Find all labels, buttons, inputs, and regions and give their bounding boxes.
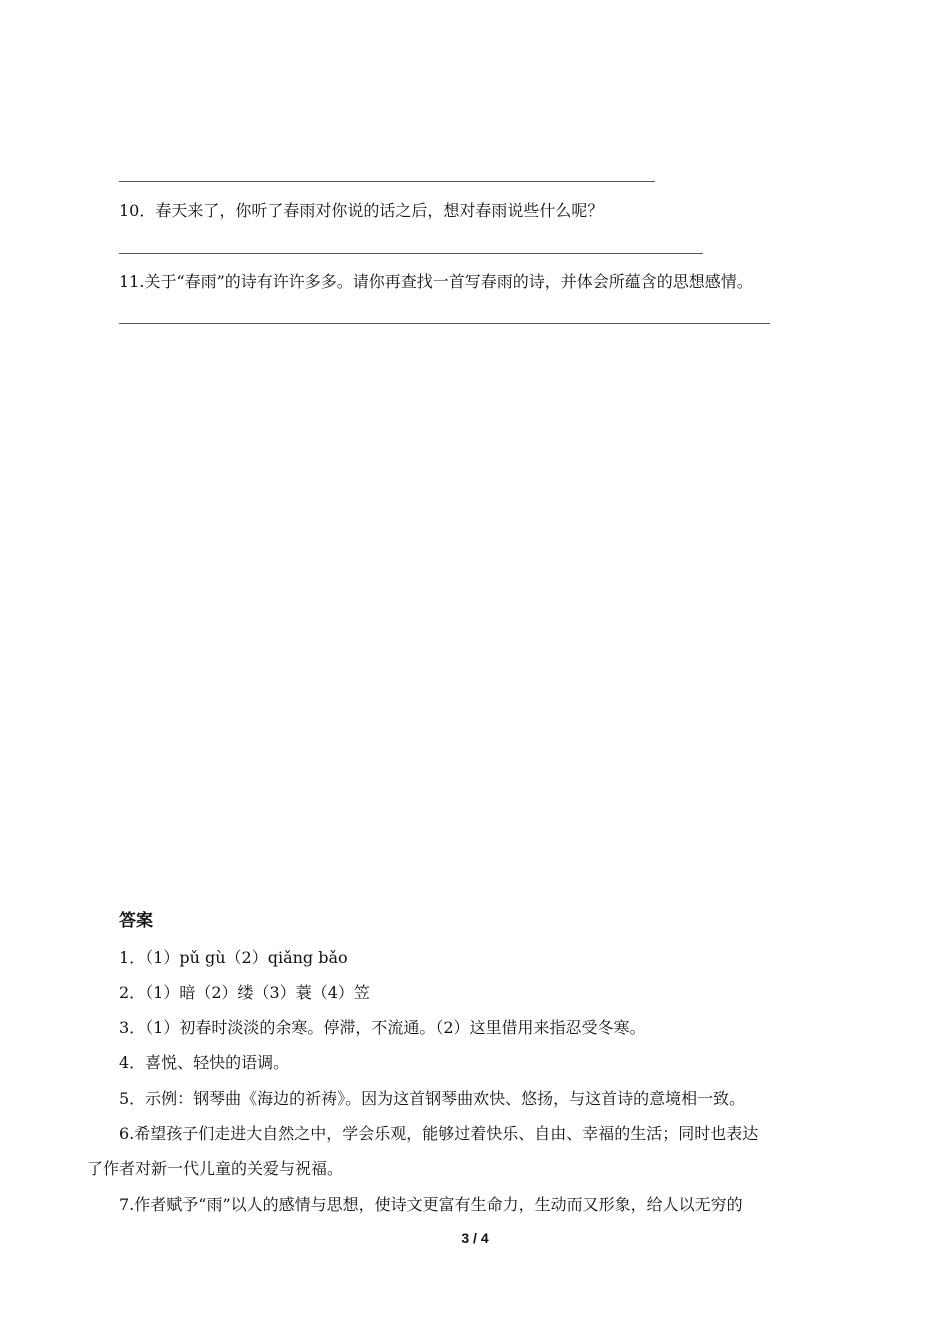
answer-item-6-continued: 了作者对新一代儿童的关爱与祝福。 (87, 1159, 344, 1178)
answer-item-1: 1．（1）pǔ gù（2）qiǎng bǎo (119, 948, 348, 967)
answer-item-2: 2．（1）暗（2）缕（3）蓑（4）笠 (119, 983, 370, 1002)
page-number: 3 / 4 (461, 1230, 489, 1246)
answers-heading: 答案 (119, 911, 153, 931)
answer-item-4: 4．喜悦、轻快的语调。 (119, 1053, 290, 1072)
answer-item-7: 7.作者赋予“雨”以人的感情与思想，使诗文更富有生命力，生动而又形象，给人以无穷的 (119, 1195, 743, 1214)
answer-blank-line (119, 253, 703, 254)
answer-item-3: 3．（1）初春时淡淡的余寒。停滞，不流通。（2）这里借用来指忍受冬寒。 (119, 1018, 646, 1037)
answer-item-6: 6.希望孩子们走进大自然之中，学会乐观，能够过着快乐、自由、幸福的生活；同时也表达 (119, 1124, 759, 1143)
answer-item-5: 5．示例：钢琴曲《海边的祈祷》。因为这首钢琴曲欢快、悠扬，与这首诗的意境相一致。 (119, 1089, 746, 1108)
answer-blank-line (119, 181, 655, 182)
question-10: 10．春天来了，你听了春雨对你说的话之后，想对春雨说些什么呢？ (119, 201, 604, 220)
answer-blank-line (119, 323, 770, 324)
question-11: 11.关于“春雨”的诗有许许多多。请你再查找一首写春雨的诗，并体会所蕴含的思想感情。 (119, 272, 753, 291)
